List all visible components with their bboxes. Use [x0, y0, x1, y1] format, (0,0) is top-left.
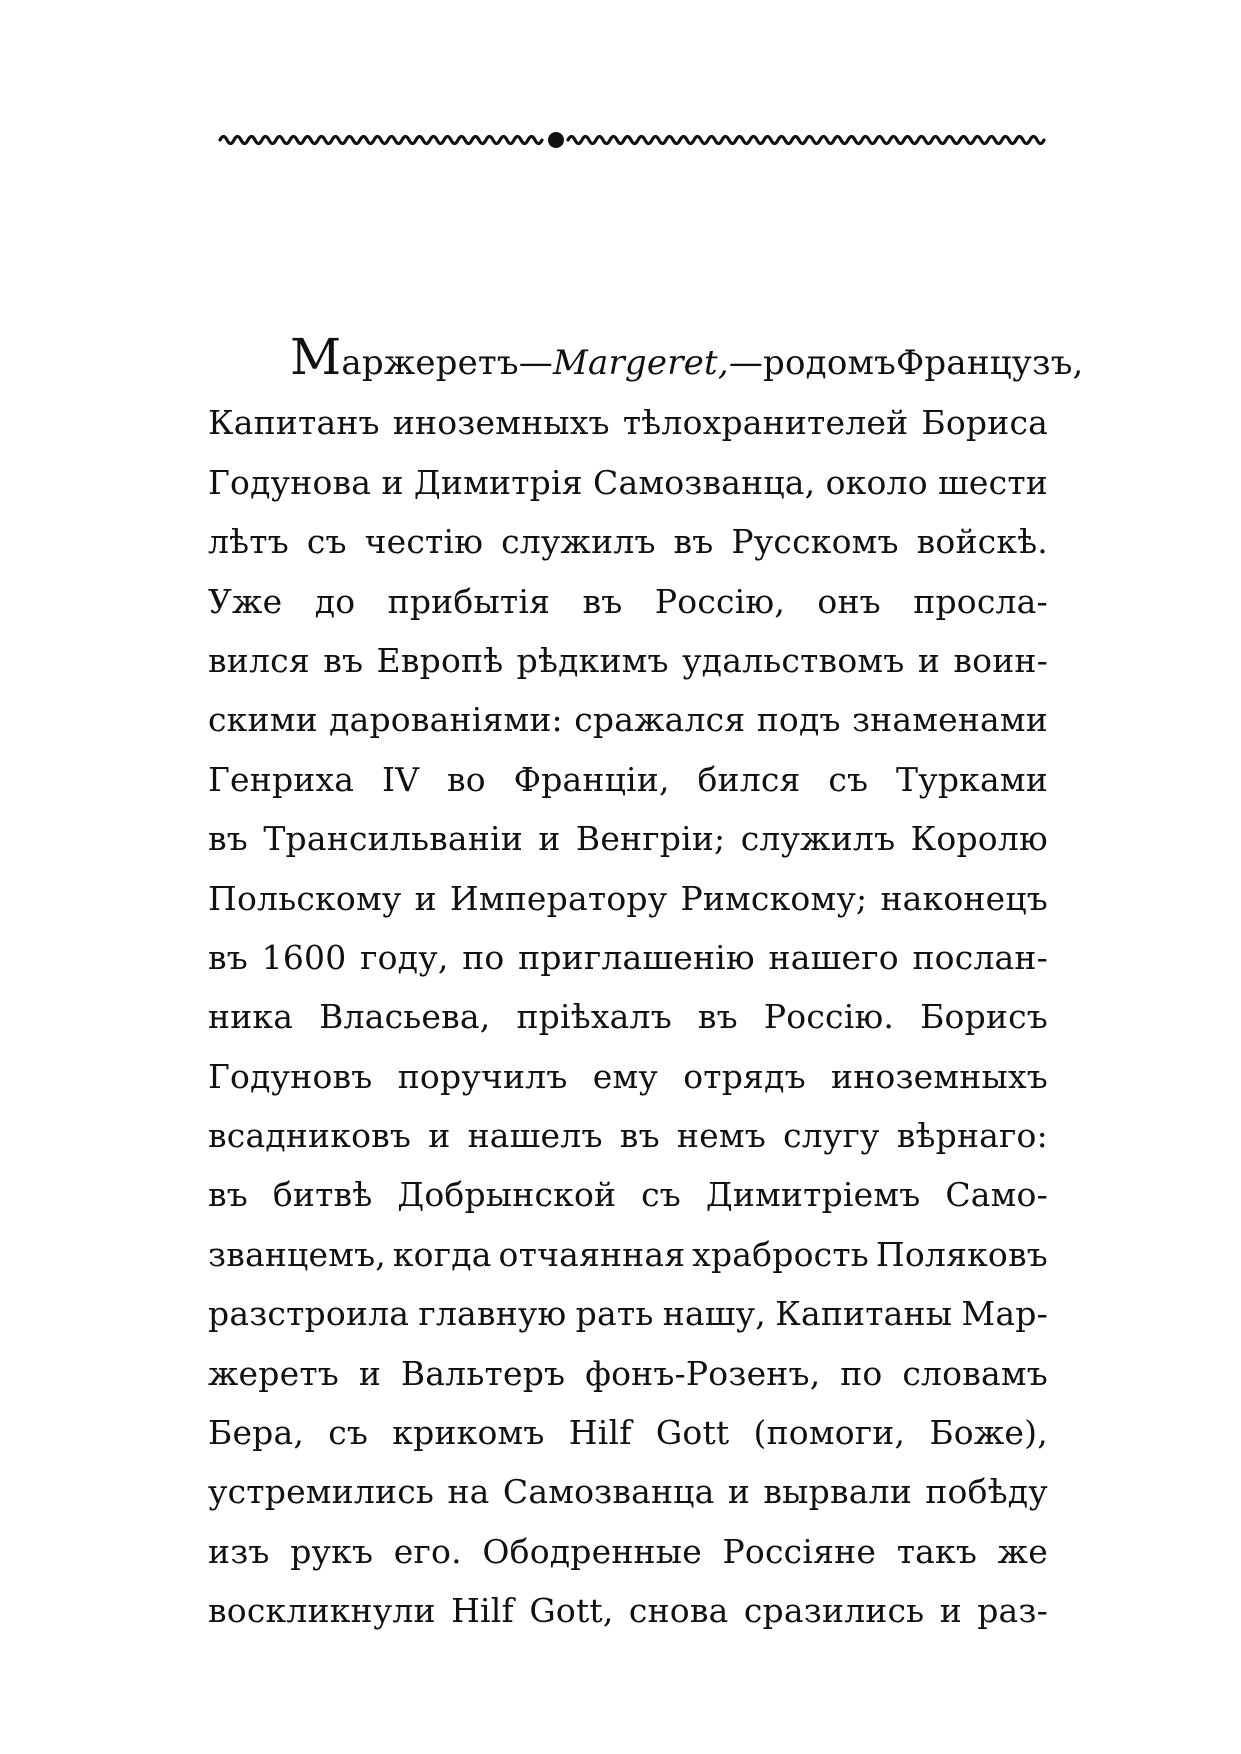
word: лѣтъ [208, 522, 289, 562]
word: рукъ [290, 1531, 374, 1571]
word: Добрынской [397, 1175, 617, 1215]
word: Венгріи; [575, 819, 726, 859]
word: Димитрія [413, 462, 583, 502]
word: Россію. [763, 997, 895, 1037]
word: поручилъ [397, 1056, 568, 1096]
word: послан- [912, 937, 1048, 977]
word: въ [619, 1116, 660, 1156]
text-line [208, 393, 1048, 452]
word: Римскому; [680, 878, 868, 918]
word: слугу [783, 1116, 880, 1156]
word: и [381, 462, 404, 502]
word: Россіяне [722, 1531, 877, 1571]
word: Капитанъ [208, 403, 380, 443]
word: крикомъ [392, 1413, 545, 1453]
word: Европѣ [376, 640, 504, 680]
text-line [208, 1106, 1048, 1165]
word: бился [697, 759, 801, 799]
word: нашего [768, 937, 899, 977]
word: Gott, [529, 1591, 614, 1631]
word: Боже), [929, 1413, 1048, 1453]
word: съ [306, 522, 347, 562]
word: нашелъ [467, 1116, 603, 1156]
word: Борисъ [920, 997, 1048, 1037]
word: Генриха [208, 759, 355, 799]
word: Мар- [961, 1294, 1048, 1334]
text-line [208, 1047, 1048, 1106]
word: и [428, 1116, 451, 1156]
word: скими [208, 700, 318, 740]
word: пріѣхалъ [516, 997, 672, 1037]
word: знаменами [851, 700, 1048, 740]
word: Императору [449, 878, 668, 918]
word: снова [628, 1591, 729, 1631]
word: рать [575, 1294, 654, 1334]
text-line [208, 690, 1048, 749]
word: въ [582, 581, 623, 621]
word: онъ [817, 581, 881, 621]
text-line [208, 631, 1048, 690]
word: устремились [208, 1472, 435, 1512]
word: жеретъ [208, 1353, 339, 1393]
word: въ [208, 819, 248, 859]
text-line [208, 1581, 1048, 1640]
word: иноземныхъ [392, 403, 610, 443]
word: Hilf [451, 1591, 514, 1631]
word: (помоги, [753, 1413, 906, 1453]
word: просла- [913, 581, 1048, 621]
word: наконецъ [880, 878, 1048, 918]
word: приглашенію [518, 937, 755, 977]
text-line [208, 928, 1048, 987]
word: Власьева, [319, 997, 491, 1037]
word: Годуновъ [208, 1056, 373, 1096]
word: удальствомъ [682, 640, 905, 680]
text-line [208, 1522, 1048, 1581]
word: всадниковъ [208, 1116, 412, 1156]
word: съ [641, 1175, 681, 1215]
text-line [208, 987, 1048, 1046]
text-line [208, 869, 1048, 928]
word: воин- [953, 640, 1048, 680]
word: Россію, [654, 581, 786, 621]
word: до [314, 581, 356, 621]
word: во [447, 759, 486, 799]
word: тѣлохранителей [622, 403, 909, 443]
word: Польскому [208, 878, 402, 918]
text-line [208, 1165, 1048, 1224]
word: Самозванца [502, 1472, 715, 1512]
word: такъ [896, 1531, 978, 1571]
word: Самозванца, [593, 462, 816, 502]
word: Бера, [208, 1413, 305, 1453]
word: въ [673, 522, 714, 562]
word: дарованіями: [329, 700, 563, 740]
word: съ [328, 1413, 369, 1453]
word: словамъ [902, 1353, 1048, 1393]
word: храбрость [692, 1234, 869, 1274]
text-line [208, 1462, 1048, 1521]
word: воскликнули [208, 1591, 436, 1631]
word: и [917, 640, 941, 680]
word: прибытія [387, 581, 551, 621]
word: изъ [208, 1531, 270, 1571]
text-line [208, 1344, 1048, 1403]
word: служилъ [740, 819, 896, 859]
text-line [208, 809, 1048, 868]
word: когда [392, 1234, 492, 1274]
body-text [208, 328, 1084, 1641]
word: шести [938, 462, 1048, 502]
word: въ [208, 1175, 248, 1215]
word: и [414, 878, 437, 918]
word: Gott [655, 1413, 730, 1453]
word: иноземныхъ [831, 1056, 1048, 1096]
word: разстроила [208, 1294, 410, 1334]
word: Само- [945, 1175, 1048, 1215]
word: на [447, 1472, 490, 1512]
word: Годунова [208, 462, 372, 502]
word: Трансильваніи [263, 819, 523, 859]
word: служилъ [501, 522, 656, 562]
word: подъ [756, 700, 841, 740]
word: по [840, 1353, 883, 1393]
word: Уже [208, 581, 283, 621]
word: Капитаны [775, 1294, 953, 1334]
word: и [727, 1472, 751, 1512]
word: войскѣ. [916, 522, 1048, 562]
word: съ [828, 759, 869, 799]
word: Ободренные [482, 1531, 702, 1571]
word: фонъ-Розенъ, [585, 1353, 821, 1393]
text-line [208, 1284, 1048, 1343]
word: вырвали [763, 1472, 912, 1512]
word: нашу, [662, 1294, 766, 1334]
word: Французъ, [895, 343, 1084, 383]
word: около [825, 462, 928, 502]
word: Вальтеръ [400, 1353, 566, 1393]
word: его. [393, 1531, 462, 1571]
text-line [208, 328, 1084, 393]
word: Бориса [921, 403, 1048, 443]
word: раз- [977, 1591, 1048, 1631]
word: отрядъ [683, 1056, 806, 1096]
word: Франціи, [513, 759, 670, 799]
word: и [939, 1591, 962, 1631]
word: году, [360, 937, 449, 977]
text-line [208, 1403, 1048, 1462]
word: Королю [910, 819, 1048, 859]
word: и [538, 819, 561, 859]
word: Поляковъ [875, 1234, 1048, 1274]
word: сражался [574, 700, 746, 740]
word: побѣду [925, 1472, 1048, 1512]
word: въ [697, 997, 738, 1037]
word: 1600 [261, 937, 347, 977]
word: въ [323, 640, 364, 680]
word: ника [208, 997, 294, 1037]
text-line [208, 572, 1048, 631]
word: же [997, 1531, 1048, 1571]
word: вился [208, 640, 310, 680]
word: Турками [896, 759, 1048, 799]
text-line [208, 512, 1048, 571]
word: вѣрнаго: [896, 1116, 1048, 1156]
word: Hilf [568, 1413, 632, 1453]
word: Димитріемъ [705, 1175, 921, 1215]
word: IV [381, 759, 420, 799]
word: отчаянная [498, 1234, 686, 1274]
text-line [208, 750, 1048, 809]
word: рѣдкимъ [516, 640, 669, 680]
wavy-rule-with-dot-ornament-icon [218, 128, 1046, 152]
word: званцемъ, [208, 1234, 386, 1274]
word: главную [418, 1294, 567, 1334]
word: ему [592, 1056, 658, 1096]
word: немъ [676, 1116, 766, 1156]
word: по [462, 937, 505, 977]
word: Русскомъ [731, 522, 899, 562]
word: битвѣ [272, 1175, 373, 1215]
text-line [208, 1225, 1048, 1284]
word: Маржеретъ—Margeret,—родомъ [290, 328, 896, 386]
word: въ [208, 937, 248, 977]
text-line [208, 453, 1048, 512]
word: и [358, 1353, 382, 1393]
word: сразились [743, 1591, 925, 1631]
word: честію [364, 522, 484, 562]
